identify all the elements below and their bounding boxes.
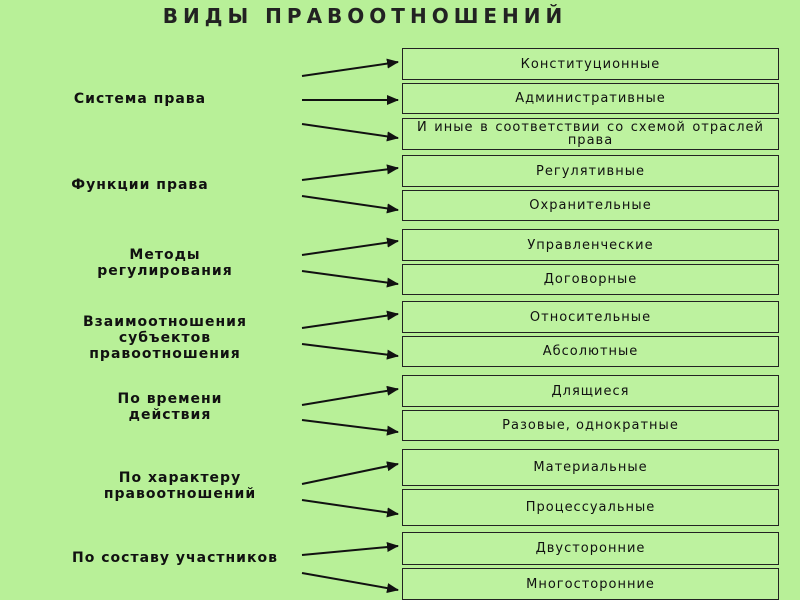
arrow-7 (302, 271, 398, 284)
arrow-3 (302, 124, 398, 138)
box-one-time: Разовые, однократные (402, 410, 779, 441)
category-label-system: Система права (73, 91, 207, 107)
category-label-character: По характеру правоотношений (103, 470, 257, 502)
arrow-9 (302, 344, 398, 356)
arrow-12 (302, 464, 398, 484)
arrow-6 (302, 241, 398, 255)
box-other-branches: И иные в соответствии со схемой отраслей права (402, 118, 779, 150)
diagram-title: ВИДЫ ПРАВООТНОШЕНИЙ (162, 4, 568, 28)
category-label-relations: Взаимоотношения субъектов правоотношения (83, 314, 247, 362)
box-procedural: Процессуальные (402, 489, 779, 526)
box-multilateral: Многосторонние (402, 568, 779, 600)
arrow-8 (302, 314, 398, 328)
arrow-13 (302, 500, 398, 514)
box-administrative: Административные (402, 83, 779, 114)
box-material: Материальные (402, 449, 779, 486)
arrow-14 (302, 546, 398, 555)
arrow-5 (302, 196, 398, 210)
box-absolute: Абсолютные (402, 336, 779, 367)
arrow-11 (302, 420, 398, 432)
arrow-1 (302, 62, 398, 76)
category-label-methods: Методы регулирования (97, 247, 233, 279)
category-label-time: По времени действия (117, 391, 223, 423)
category-label-participants: По составу участников (72, 550, 278, 566)
box-protective: Охранительные (402, 190, 779, 221)
box-relative: Относительные (402, 301, 779, 333)
box-contractual: Договорные (402, 264, 779, 295)
box-continuing: Длящиеся (402, 375, 779, 407)
category-label-functions: Функции права (71, 177, 209, 193)
arrow-4 (302, 168, 398, 180)
box-constitutional: Конституционные (402, 48, 779, 80)
box-bilateral: Двусторонние (402, 532, 779, 565)
box-managerial: Управленческие (402, 229, 779, 261)
arrow-10 (302, 389, 398, 405)
arrow-15 (302, 573, 398, 590)
box-regulatory: Регулятивные (402, 155, 779, 187)
